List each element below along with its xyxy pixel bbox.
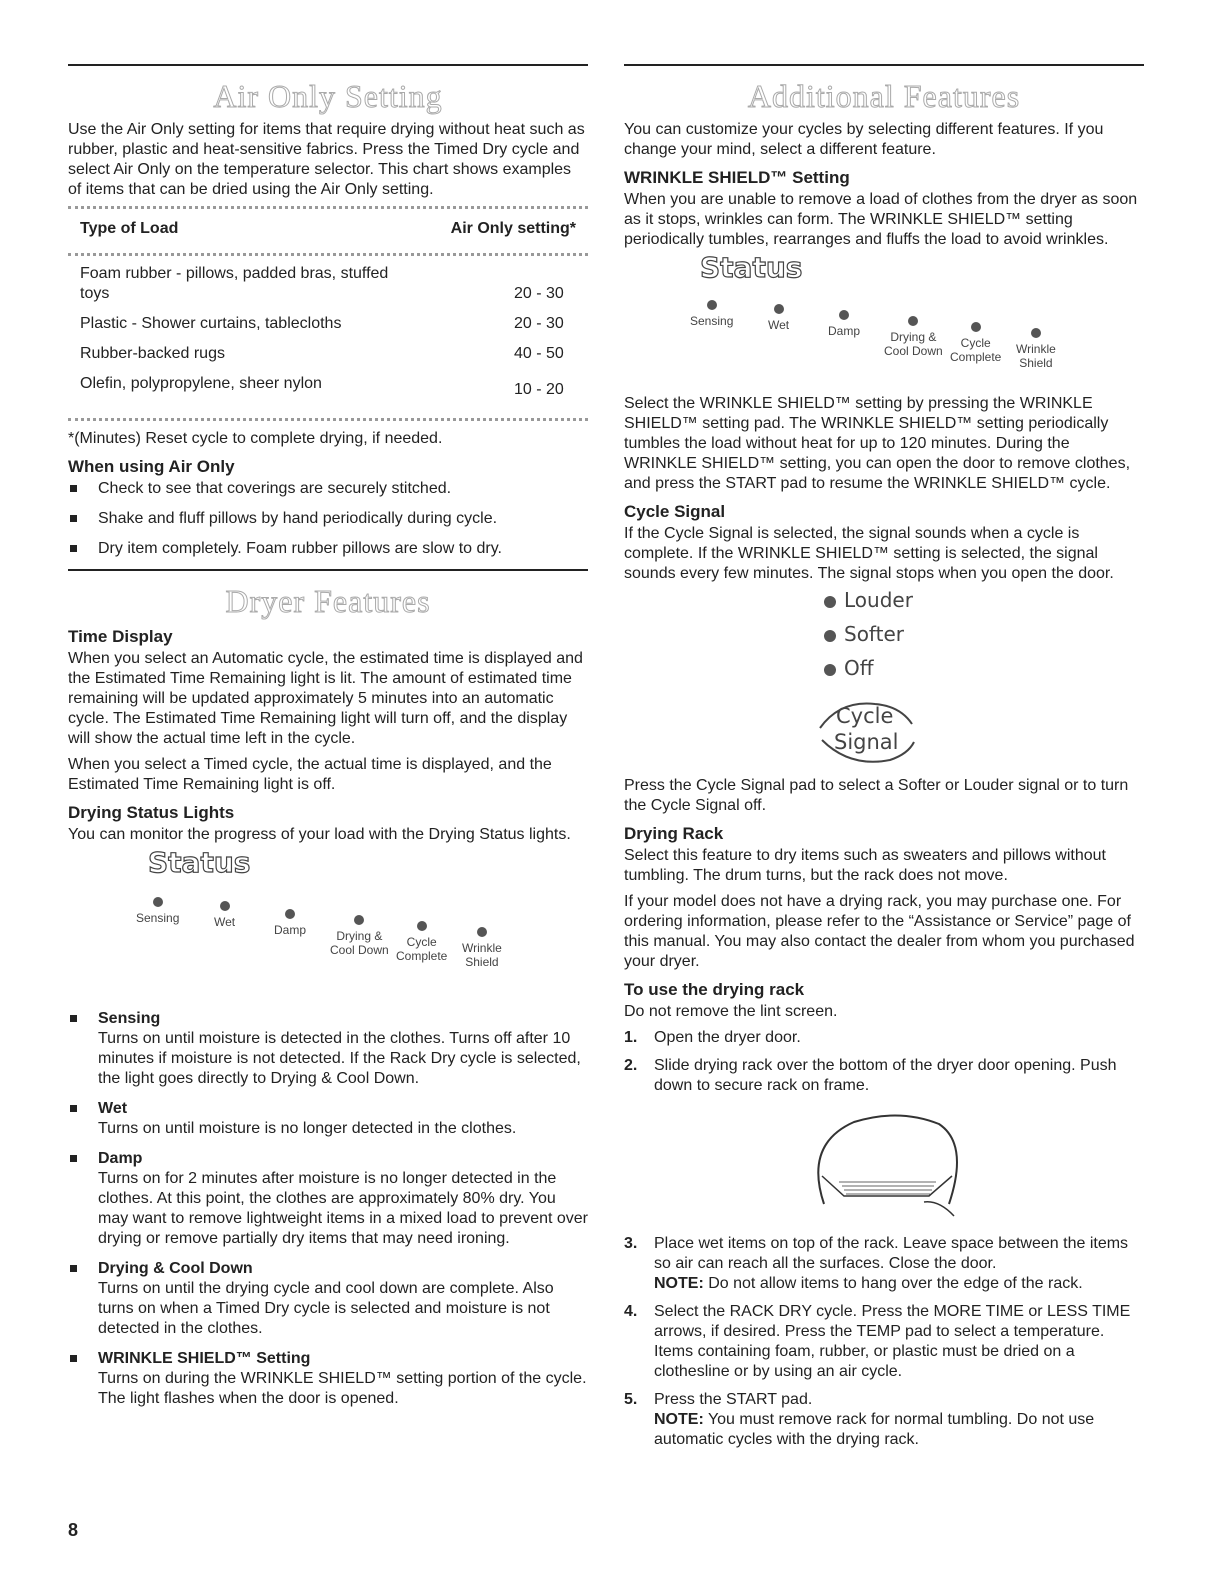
list-item: 1. Open the dryer door. bbox=[624, 1029, 801, 1046]
wet-light: Wet bbox=[214, 901, 235, 929]
signal-pad-label-1: Cycle bbox=[836, 704, 894, 728]
wrinkle-shield-p1: When you are unable to remove a load of clothes from the dryer as soon as it stops, wrinkles can form. The WRINKLE SHIELD™ setting periodically tumbles, rearranges and fluffs the load to avoid wrinkles. bbox=[624, 191, 1138, 248]
load-cell: Foam rubber - pillows, padded bras, stuffed toys bbox=[80, 265, 389, 302]
air-only-footnote: *(Minutes) Reset cycle to complete drying, if needed. bbox=[68, 430, 443, 447]
status-dot-icon bbox=[839, 310, 849, 320]
damp-light: Damp bbox=[274, 909, 306, 937]
cycle-complete-light: Cycle Complete bbox=[950, 322, 1001, 364]
list-item: 4. Select the RACK DRY cycle. Press the MORE TIME or LESS TIME arrows, if desired. Press the TEMP pad to select a temperature. Items containing foam, rubber, or plastic must be dried on a clothesline or by using an air cycle. bbox=[624, 1303, 1131, 1380]
drying-rack-p1: Select this feature to dry items such as sweaters and pillows without tumbling. The drum turns, but the rack does not move. bbox=[624, 847, 1106, 884]
wrinkle-shield-light: Wrinkle Shield bbox=[462, 927, 502, 969]
drying-cool-down-light: Drying & Cool Down bbox=[330, 915, 389, 957]
status-dot-icon bbox=[477, 927, 487, 937]
sensing-light: Sensing bbox=[690, 300, 733, 328]
list-item: WRINKLE SHIELD™ Setting Turns on during the WRINKLE SHIELD™ setting portion of the cycle. The light flashes when the door is opened. bbox=[68, 1349, 588, 1409]
status-panel-title: Status bbox=[148, 846, 251, 879]
load-cell: Rubber-backed rugs bbox=[80, 345, 225, 362]
cycle-signal-panel bbox=[624, 590, 1144, 770]
load-cell: Plastic - Shower curtains, tablecloths bbox=[80, 315, 342, 332]
rack-steps-b bbox=[624, 1234, 1144, 1450]
setting-cell: 40 - 50 bbox=[514, 345, 564, 362]
to-use-rack-heading: To use the drying rack bbox=[624, 980, 805, 999]
status-dot-icon bbox=[417, 921, 427, 931]
table-divider bbox=[68, 418, 588, 421]
signal-option-off: Off bbox=[824, 658, 874, 678]
status-dot-icon bbox=[285, 909, 295, 919]
time-display-p2: When you select a Timed cycle, the actual time is displayed, and the Estimated Time Remaining light is off. bbox=[68, 756, 552, 793]
signal-option-louder: Louder bbox=[824, 590, 913, 610]
section-rule bbox=[68, 569, 588, 571]
air-only-table-header bbox=[68, 213, 588, 249]
page-number: 8 bbox=[68, 1520, 79, 1540]
table-row bbox=[80, 264, 576, 304]
load-cell: Olefin, polypropylene, sheer nylon bbox=[80, 375, 322, 392]
status-dot-icon bbox=[908, 316, 918, 326]
drying-rack-heading: Drying Rack bbox=[624, 824, 724, 843]
list-item: Drying & Cool Down Turns on until the drying cycle and cool down are complete. Also turns on when a Timed Dry cycle is selected and moisture is not detected in the clothes. bbox=[68, 1259, 588, 1339]
wrinkle-shield-p2: Select the WRINKLE SHIELD™ setting by pressing the WRINKLE SHIELD™ setting pad. The WRINKLE SHIELD™ setting periodically tumbles the load without heat for up to 120 minutes. During the WRINKLE SHIELD™ setting, you can open the door to remove clothes, and press the START pad to resume the WRINKLE SHIELD™ cycle. bbox=[624, 395, 1131, 492]
status-dot-icon bbox=[774, 304, 784, 314]
table-divider bbox=[68, 206, 588, 209]
signal-dot-icon bbox=[824, 664, 836, 676]
additional-features-intro: You can customize your cycles by selecting different features. If you change your mind, select a different feature. bbox=[624, 121, 1104, 158]
cycle-complete-light: Cycle Complete bbox=[396, 921, 447, 963]
wet-light: Wet bbox=[768, 304, 789, 332]
dryer-features-title: Dryer Features bbox=[225, 583, 431, 619]
header-air-only-setting: Air Only setting* bbox=[450, 220, 576, 237]
cycle-signal-p1: If the Cycle Signal is selected, the signal sounds when a cycle is complete. If the WRINKLE SHIELD™ setting is selected, the signal sounds every few minutes. The signal stops when you open the door. bbox=[624, 525, 1114, 582]
status-lights-panel bbox=[624, 251, 1144, 388]
signal-option-softer: Softer bbox=[824, 624, 904, 644]
setting-cell: 20 - 30 bbox=[514, 315, 564, 332]
setting-cell: 10 - 20 bbox=[514, 381, 564, 398]
list-item: Dry item completely. Foam rubber pillows are slow to dry. bbox=[68, 539, 588, 559]
status-dot-icon bbox=[220, 901, 230, 911]
table-row bbox=[80, 344, 576, 364]
cycle-signal-pad bbox=[800, 698, 930, 768]
wrinkle-shield-light: Wrinkle Shield bbox=[1016, 328, 1056, 370]
time-display-p1: When you select an Automatic cycle, the estimated time is displayed and the Estimated Time Remaining light is lit. The amount of estimated time remaining will be updated approximately 5 minutes into an automatic cycle. The Estimated Time Remaining light will turn off, and the display will show the actual time left in the cycle. bbox=[68, 650, 583, 747]
drying-cool-down-light: Drying & Cool Down bbox=[884, 316, 943, 358]
drying-rack-p2: If your model does not have a drying rack, you may purchase one. For ordering information, please refer to the “Assistance or Service” page of this manual. You may also contact the dealer from whom you purchased your dryer. bbox=[624, 893, 1135, 970]
sensing-light: Sensing bbox=[136, 897, 179, 925]
status-lights-panel bbox=[68, 846, 588, 1003]
signal-dot-icon bbox=[824, 596, 836, 608]
cycle-signal-p2: Press the Cycle Signal pad to select a Softer or Louder signal or to turn the Cycle Signal off. bbox=[624, 777, 1129, 814]
list-item: Sensing Turns on until moisture is detected in the clothes. Turns off after 10 minutes if moisture is not detected. If the Rack Dry cycle is selected, the light goes directly to Drying & Cool Down. bbox=[68, 1009, 588, 1089]
section-rule bbox=[68, 64, 588, 66]
status-dot-icon bbox=[153, 897, 163, 907]
drying-status-heading: Drying Status Lights bbox=[68, 803, 235, 822]
status-dot-icon bbox=[971, 322, 981, 332]
list-item: Check to see that coverings are securely stitched. bbox=[68, 479, 588, 499]
time-display-heading: Time Display bbox=[68, 627, 173, 646]
setting-cell: 20 - 30 bbox=[514, 285, 564, 302]
status-panel-title: Status bbox=[700, 251, 803, 284]
status-dot-icon bbox=[1031, 328, 1041, 338]
status-dot-icon bbox=[707, 300, 717, 310]
table-row bbox=[80, 374, 576, 400]
drying-rack-icon bbox=[624, 1104, 1144, 1224]
list-item: 3. Place wet items on top of the rack. Leave space between the items so air can reach all the surfaces. Close the door. NOTE: Do not allow items to hang over the edge of the rack. bbox=[624, 1235, 1129, 1292]
header-type-of-load: Type of Load bbox=[80, 220, 179, 237]
when-using-heading: When using Air Only bbox=[68, 457, 235, 476]
drying-status-p: You can monitor the progress of your load with the Drying Status lights. bbox=[68, 826, 571, 843]
air-only-title: Air Only Setting bbox=[213, 78, 443, 114]
cycle-signal-heading: Cycle Signal bbox=[624, 502, 726, 521]
drying-rack-illustration bbox=[624, 1104, 1144, 1224]
left-column bbox=[68, 64, 588, 1419]
air-only-table-body bbox=[68, 260, 588, 414]
rack-steps-a bbox=[624, 1028, 1144, 1096]
when-using-list bbox=[68, 479, 588, 559]
status-light-descriptions bbox=[68, 1009, 588, 1409]
status-dot-icon bbox=[354, 915, 364, 925]
list-item: Wet Turns on until moisture is no longer detected in the clothes. bbox=[68, 1099, 588, 1139]
list-item: 2. Slide drying rack over the bottom of the dryer door opening. Push down to secure rack on frame. bbox=[624, 1057, 1117, 1094]
signal-dot-icon bbox=[824, 630, 836, 642]
right-column bbox=[624, 64, 1144, 1458]
damp-light: Damp bbox=[828, 310, 860, 338]
table-divider bbox=[68, 253, 588, 256]
list-item: Shake and fluff pillows by hand periodically during cycle. bbox=[68, 509, 588, 529]
table-row bbox=[80, 314, 576, 334]
additional-features-title: Additional Features bbox=[747, 78, 1021, 114]
signal-pad-label-2: Signal bbox=[834, 730, 899, 754]
list-item: Damp Turns on for 2 minutes after moisture is no longer detected in the clothes. At this point, the clothes are approximately 80% dry. You may want to remove lightweight items in a mixed load to prevent over drying or remove partially dry items that may need ironing. bbox=[68, 1149, 588, 1249]
to-use-rack-p: Do not remove the lint screen. bbox=[624, 1003, 838, 1020]
wrinkle-shield-heading: WRINKLE SHIELD™ Setting bbox=[624, 168, 850, 187]
list-item: 5. Press the START pad. NOTE: You must remove rack for normal tumbling. Do not use automatic cycles with the drying rack. bbox=[624, 1391, 1095, 1448]
air-only-intro: Use the Air Only setting for items that require drying without heat such as rubber, plastic and heat-sensitive fabrics. Press the Timed Dry cycle and select Air Only on the temperature selector. This chart shows examples of items that can be dried using the Air Only setting. bbox=[68, 121, 585, 198]
section-rule bbox=[624, 64, 1144, 66]
